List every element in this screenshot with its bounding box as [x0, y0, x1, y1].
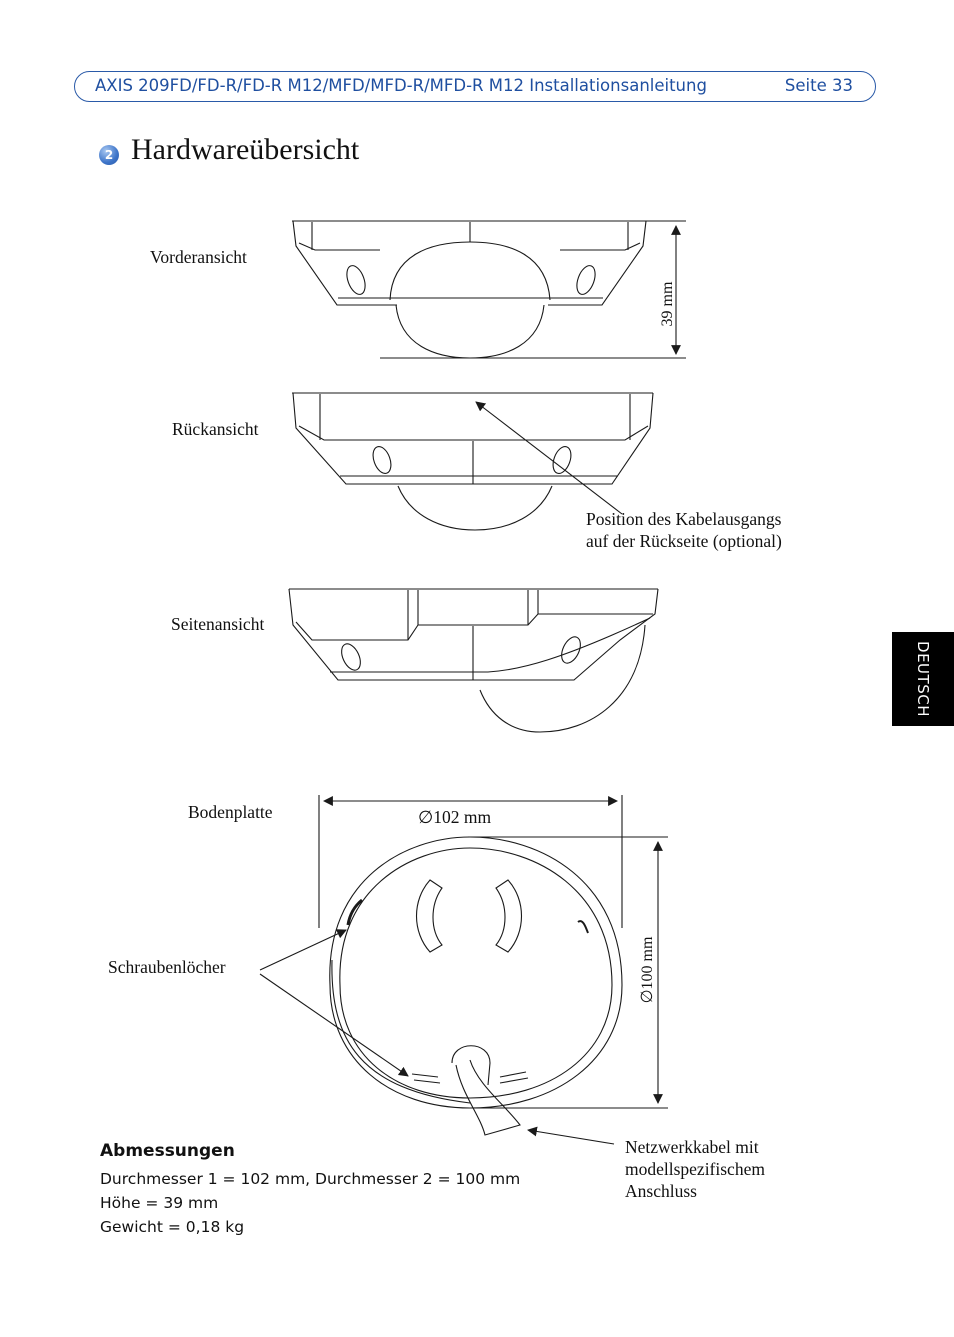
front-view-drawing — [292, 221, 686, 358]
section-title: Hardwareübersicht — [131, 133, 360, 166]
diameter2-dimension: ∅100 mm — [639, 936, 656, 1004]
dimensions-diameter: Durchmesser 1 = 102 mm, Durchmesser 2 = 100 mm — [100, 1170, 521, 1188]
base-plate-drawing — [260, 795, 668, 1144]
network-cable-label-line1: Netzwerkkabel mit — [625, 1137, 759, 1157]
page-number: Seite 33 — [784, 76, 853, 95]
back-view-label: Rückansicht — [172, 419, 259, 439]
cable-exit-label-line1: Position des Kabelausgangs — [586, 509, 782, 529]
network-cable-label-line3: Anschluss — [625, 1181, 697, 1201]
side-view-drawing — [289, 589, 658, 732]
dimensions-weight: Gewicht = 0,18 kg — [100, 1218, 245, 1236]
network-cable-label-line2: modellspezifischem — [625, 1159, 765, 1179]
dimensions-heading: Abmessungen — [100, 1141, 235, 1161]
document-title: AXIS 209FD/FD-R/FD-R M12/MFD/MFD-R/MFD-R M12 Installationsanleitung — [95, 76, 707, 95]
front-view-label: Vorderansicht — [150, 247, 247, 267]
language-tab-label: DEUTSCH — [914, 641, 932, 717]
screw-holes-label: Schraubenlöcher — [108, 957, 226, 977]
diameter1-dimension: ∅102 mm — [418, 807, 492, 827]
base-plate-label: Bodenplatte — [188, 802, 273, 822]
height-dimension: 39 mm — [659, 281, 676, 327]
side-view-label: Seitenansicht — [171, 614, 265, 634]
dimensions-height: Höhe = 39 mm — [100, 1194, 219, 1212]
cable-exit-label-line2: auf der Rückseite (optional) — [586, 531, 782, 551]
section-number-icon: 2 — [99, 145, 119, 165]
